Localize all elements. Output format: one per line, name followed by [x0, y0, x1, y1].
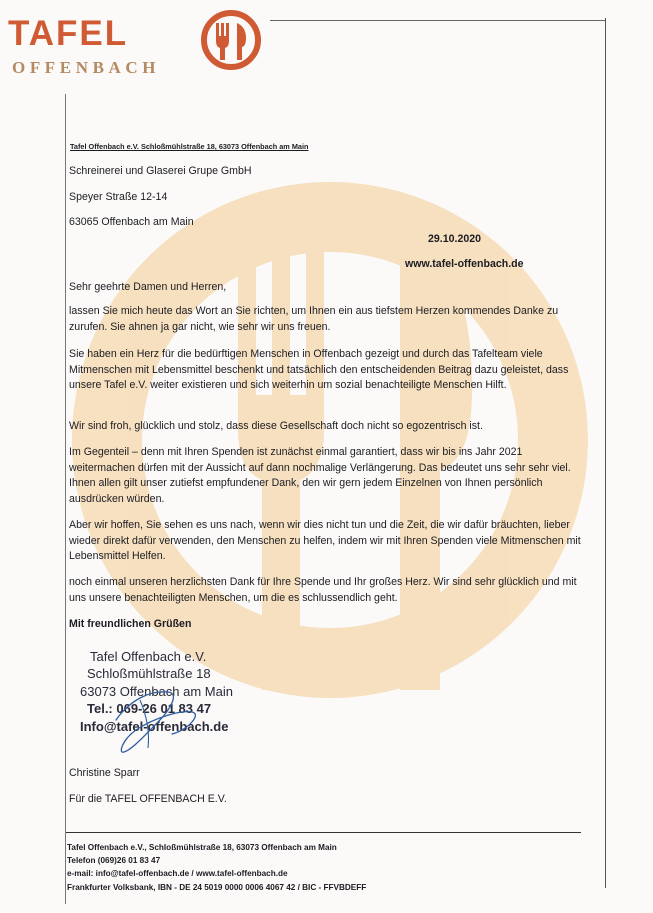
letter-date: 29.10.2020	[428, 233, 482, 245]
fork-knife-icon	[196, 8, 266, 72]
footer-address: Tafel Offenbach e.V., Schloßmühlstraße 18, 63073 Offenbach am Main	[67, 843, 337, 852]
stamp-line: Tafel Offenbach e.V.	[90, 649, 207, 664]
signer-name: Christine Sparr	[69, 767, 140, 779]
body-paragraph: Aber wir hoffen, Sie sehen es uns nach, wenn wir dies nicht tun und die Zeit, die wir dafür bräuchten, lieber wieder direkt dafür verwenden, den Menschen zu helfen, indem wir mit Ihren Spenden viele Mitmenschen mit Lebensmittel Helfen.	[69, 519, 581, 562]
footer-phone: Telefon (069)26 01 83 47	[67, 856, 161, 866]
body-paragraph: Sie haben ein Herz für die bedürftigen Menschen in Offenbach gezeigt und durch das Tafelteam viele Mitmenschen mit Lebensmittel beschenkt und tatsächlich den entscheidenden Beitrag dazu geleistet, dass unsere Tafel e.V. weiter existieren und sich weiterhin um sozial benachteiligte Menschen Hilft.	[69, 348, 569, 391]
stamp-email: Info@tafel-offenbach.de	[80, 718, 229, 734]
salutation: Sehr geehrte Damen und Herren,	[69, 281, 227, 293]
footer-bank: Frankfurter Volksbank, IBN - DE 24 5019 0000 0006 4067 42 / BIC - FFVBDEFF	[67, 882, 367, 892]
footer	[67, 841, 366, 894]
closing: Mit freundlichen Grüßen	[69, 618, 192, 630]
page-edge-left	[65, 94, 66, 904]
page-edge-top	[270, 20, 605, 21]
sender-line: Tafel Offenbach e.V. Schloßmühlstraße 18, 63073 Offenbach am Main	[70, 142, 309, 151]
body-paragraph: noch einmal unseren herzlichsten Dank für Ihre Spende und Ihr großes Herz. Wir sind sehr glücklich und mit uns unsere benachteiligten Menschen, um die es schlussendlich geht.	[69, 576, 577, 604]
body-paragraph: lassen Sie mich heute das Wort an Sie richten, um Ihnen ein aus tiefstem Herzen kommendes Danke zu zurufen. Sie ahnen ja gar nicht, wie sehr wir uns freuen.	[69, 305, 559, 333]
signer-organization: Für die TAFEL OFFENBACH E.V.	[69, 793, 227, 805]
body-paragraph: Wir sind froh, glücklich und stolz, dass diese Gesellschaft doch nicht so egozentrisch ist.	[69, 420, 483, 432]
stamp-phone: Tel.: 069-26 01 83 47	[87, 701, 212, 717]
footer-divider	[66, 832, 581, 833]
stamp-line: 63073 Offenbach am Main	[80, 683, 233, 699]
page-edge-right	[605, 18, 606, 888]
logo-city: OFFENBACH	[12, 58, 161, 77]
recipient-city: 63065 Offenbach am Main	[69, 216, 194, 228]
body-paragraph: Im Gegenteil – denn mit Ihren Spenden ist zunächst einmal garantiert, dass wir bis ins Jahr 2021 weitermachen dürfen mit der Aussicht auf dann nochmalige Verlängerung. Das bedeutet uns sehr sehr viel. Ihnen allen gilt unser zutiefst empfundener Dank, den wir gern jedem Einzelnen von Ihnen persönlich ausdrücken würden.	[69, 446, 571, 505]
recipient-name: Schreinerei und Glaserei Grupe GmbH	[69, 165, 252, 177]
stamp-line: Schloßmühlstraße 18	[87, 666, 211, 682]
logo-wordmark: TAFEL	[8, 14, 129, 53]
website-link[interactable]: www.tafel-offenbach.de	[405, 258, 524, 270]
recipient-street: Speyer Straße 12-14	[69, 191, 168, 203]
footer-contact[interactable]: e-mail: info@tafel-offenbach.de / www.tafel-offenbach.de	[67, 869, 288, 879]
handwritten-signature	[110, 670, 220, 758]
